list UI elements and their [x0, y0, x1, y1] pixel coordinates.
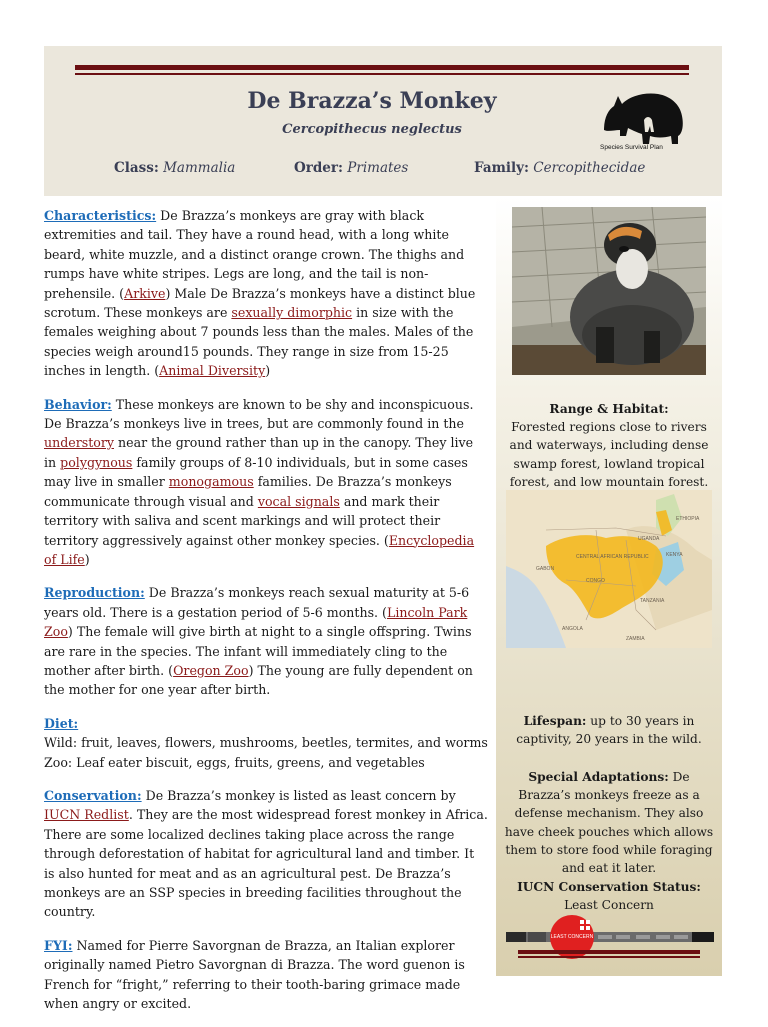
class-label: Class: [114, 160, 159, 176]
lifespan-heading: Lifespan: [523, 714, 587, 728]
behavior-text: ) [84, 551, 90, 567]
map-label: ZAMBIA [626, 636, 645, 642]
map-label: TANZANIA [640, 598, 665, 604]
iucn-section [502, 878, 716, 916]
header-band [44, 46, 722, 196]
adaptations-heading: Special Adaptations: [528, 770, 669, 784]
animal-diversity-link[interactable]: Animal Diversity [159, 363, 266, 379]
fyi-heading[interactable]: FYI: [44, 937, 73, 953]
behavior-text: and mark their territory with saliva and scent markings and will protect their territory aggressively against other monkey species. ( [44, 493, 441, 548]
iucn-heading: IUCN Conservation Status: [517, 880, 701, 894]
characteristics-section [44, 206, 488, 381]
characteristics-heading[interactable]: Characteristics: [44, 208, 157, 223]
lincoln-park-zoo-link[interactable]: Lincoln Park Zoo [44, 604, 468, 640]
top-rule [75, 65, 689, 75]
map-label: GABON [536, 566, 555, 572]
family-label: Family: [474, 160, 529, 176]
fact-sheet [44, 46, 722, 1012]
scientific-name: Cercopithecus neglectus [282, 122, 462, 137]
map-label: ETHIOPIA [676, 516, 700, 522]
diet-zoo: Zoo: Leaf eater biscuit, eggs, fruits, greens, and vegetables [44, 754, 425, 770]
characteristics-text: ) Male De Brazza’s monkeys have a distinct blue scrotum. These monkeys are [44, 285, 476, 321]
map-label: UGANDA [638, 536, 660, 542]
fyi-text: Named for Pierre Savorgnan de Brazza, an Italian explorer originally named Pietro Savorgnan di Brazza. The word guenon is French for “fright,” referring to their tooth-baring grimace made when angry or excited. [44, 937, 465, 1012]
conservation-section [44, 786, 488, 922]
characteristics-text: De Brazza’s monkeys are gray with black extremities and tail. They have a round head, with a long white beard, white muzzle, and a distinct orange crown. The thighs and rumps have white stripes. Legs are long, and the tail is non-prehensile. ( [44, 208, 465, 301]
bottom-rule [518, 950, 700, 958]
behavior-text: near the ground rather than up in the canopy. They live in [44, 435, 474, 470]
behavior-text: families. De Brazza’s monkeys communicate through visual and [44, 474, 452, 509]
map-label: KENYA [666, 552, 683, 558]
reproduction-text: De Brazza’s monkeys reach sexual maturity at 5-6 years old. There is a gestation period of 5-6 months. ( [44, 585, 470, 620]
encyclopedia-of-life-link[interactable]: Encyclopedia of Life [44, 532, 475, 567]
reproduction-text: ) The young are fully dependent on the mother for one year after birth. [44, 662, 473, 698]
iucn-badge: LEAST CONCERN [550, 934, 594, 940]
order-label: Order: [294, 160, 343, 176]
order-value: Primates [347, 160, 409, 176]
sexually-dimorphic-link[interactable]: sexually dimorphic [231, 305, 353, 321]
class-field [114, 160, 235, 176]
polygynous-link[interactable]: polygynous [60, 454, 133, 470]
map-label: CENTRAL AFRICAN REPUBLIC [576, 554, 649, 560]
diet-heading[interactable]: Diet: [44, 715, 79, 731]
monkey-photo [512, 207, 706, 375]
iucn-status: Least Concern [564, 898, 654, 913]
lifespan-section [502, 712, 716, 748]
behavior-heading[interactable]: Behavior: [44, 396, 112, 412]
sidebar [496, 196, 722, 976]
conservation-heading[interactable]: Conservation: [44, 787, 142, 803]
map-label: CONGO [586, 578, 605, 584]
conservation-text: De Brazza’s monkey is listed as least concern by [141, 787, 456, 803]
understory-link[interactable]: understory [44, 435, 114, 451]
characteristics-text: in size with the females weighing about 7 pounds less than the males. Males of the species weigh around15 pounds. They range in size from 15-25 inches in length. ( [44, 305, 474, 379]
vocal-signals-link[interactable]: vocal signals [257, 493, 340, 509]
main-content [44, 206, 488, 1027]
range-map [506, 490, 712, 648]
fyi-section [44, 936, 488, 1014]
arkive-link[interactable]: Arkive [124, 285, 166, 301]
range-heading: Range & Habitat: [549, 402, 669, 416]
rhino-logo-icon [600, 86, 686, 152]
order-field [294, 160, 408, 176]
reproduction-section [44, 583, 488, 699]
diet-wild: Wild: fruit, leaves, flowers, mushrooms, beetles, termites, and worms [44, 735, 488, 751]
conservation-text: . They are the most widespread forest monkey in Africa. There are some localized declines taking place across the range through deforestation of habitat for agricultural land and timber. It is also hunted for meat and as an agricultural pest. De Brazza’s monkeys are an SSP species in breeding facilities throughout the country. [44, 807, 488, 920]
characteristics-text: ) [265, 363, 271, 379]
family-field [474, 160, 645, 176]
range-text: Forested regions close to rivers and waterways, including dense swamp forest, lowland tropical forest, and low mountain forest. [509, 420, 709, 489]
family-value: Cercopithecidae [533, 160, 646, 176]
adaptations-section [502, 768, 716, 877]
behavior-section [44, 395, 488, 570]
oregon-zoo-link[interactable]: Oregon Zoo [173, 662, 249, 678]
adaptations-text: De Brazza’s monkeys freeze as a defense mechanism. They also have cheek pouches which allows them to store food while foraging and eat it later. [504, 770, 714, 876]
class-value: Mammalia [163, 160, 236, 176]
map-label: ANGOLA [562, 626, 583, 632]
ssp-logo-text: Species Survival Plan [600, 144, 663, 151]
monogamous-link[interactable]: monogamous [168, 474, 254, 490]
reproduction-text: ) The female will give birth at night to a single offspring. Twins are rare in the species. The infant will immediately cling to the mother after birth. ( [44, 624, 472, 678]
diet-section [44, 714, 488, 772]
behavior-text: These monkeys are known to be shy and inconspicuous. De Brazza’s monkeys live in trees, but are commonly found in the [44, 396, 474, 432]
iucn-redlist-link[interactable]: IUCN Redlist [44, 807, 129, 823]
page-title: De Brazza’s Monkey [247, 88, 497, 114]
reproduction-heading[interactable]: Reproduction: [44, 585, 145, 601]
range-section [502, 400, 716, 491]
behavior-text: family groups of 8-10 individuals, but in some cases may live in smaller [44, 454, 468, 490]
lifespan-text: up to 30 years in captivity, 20 years in the wild. [516, 714, 702, 747]
